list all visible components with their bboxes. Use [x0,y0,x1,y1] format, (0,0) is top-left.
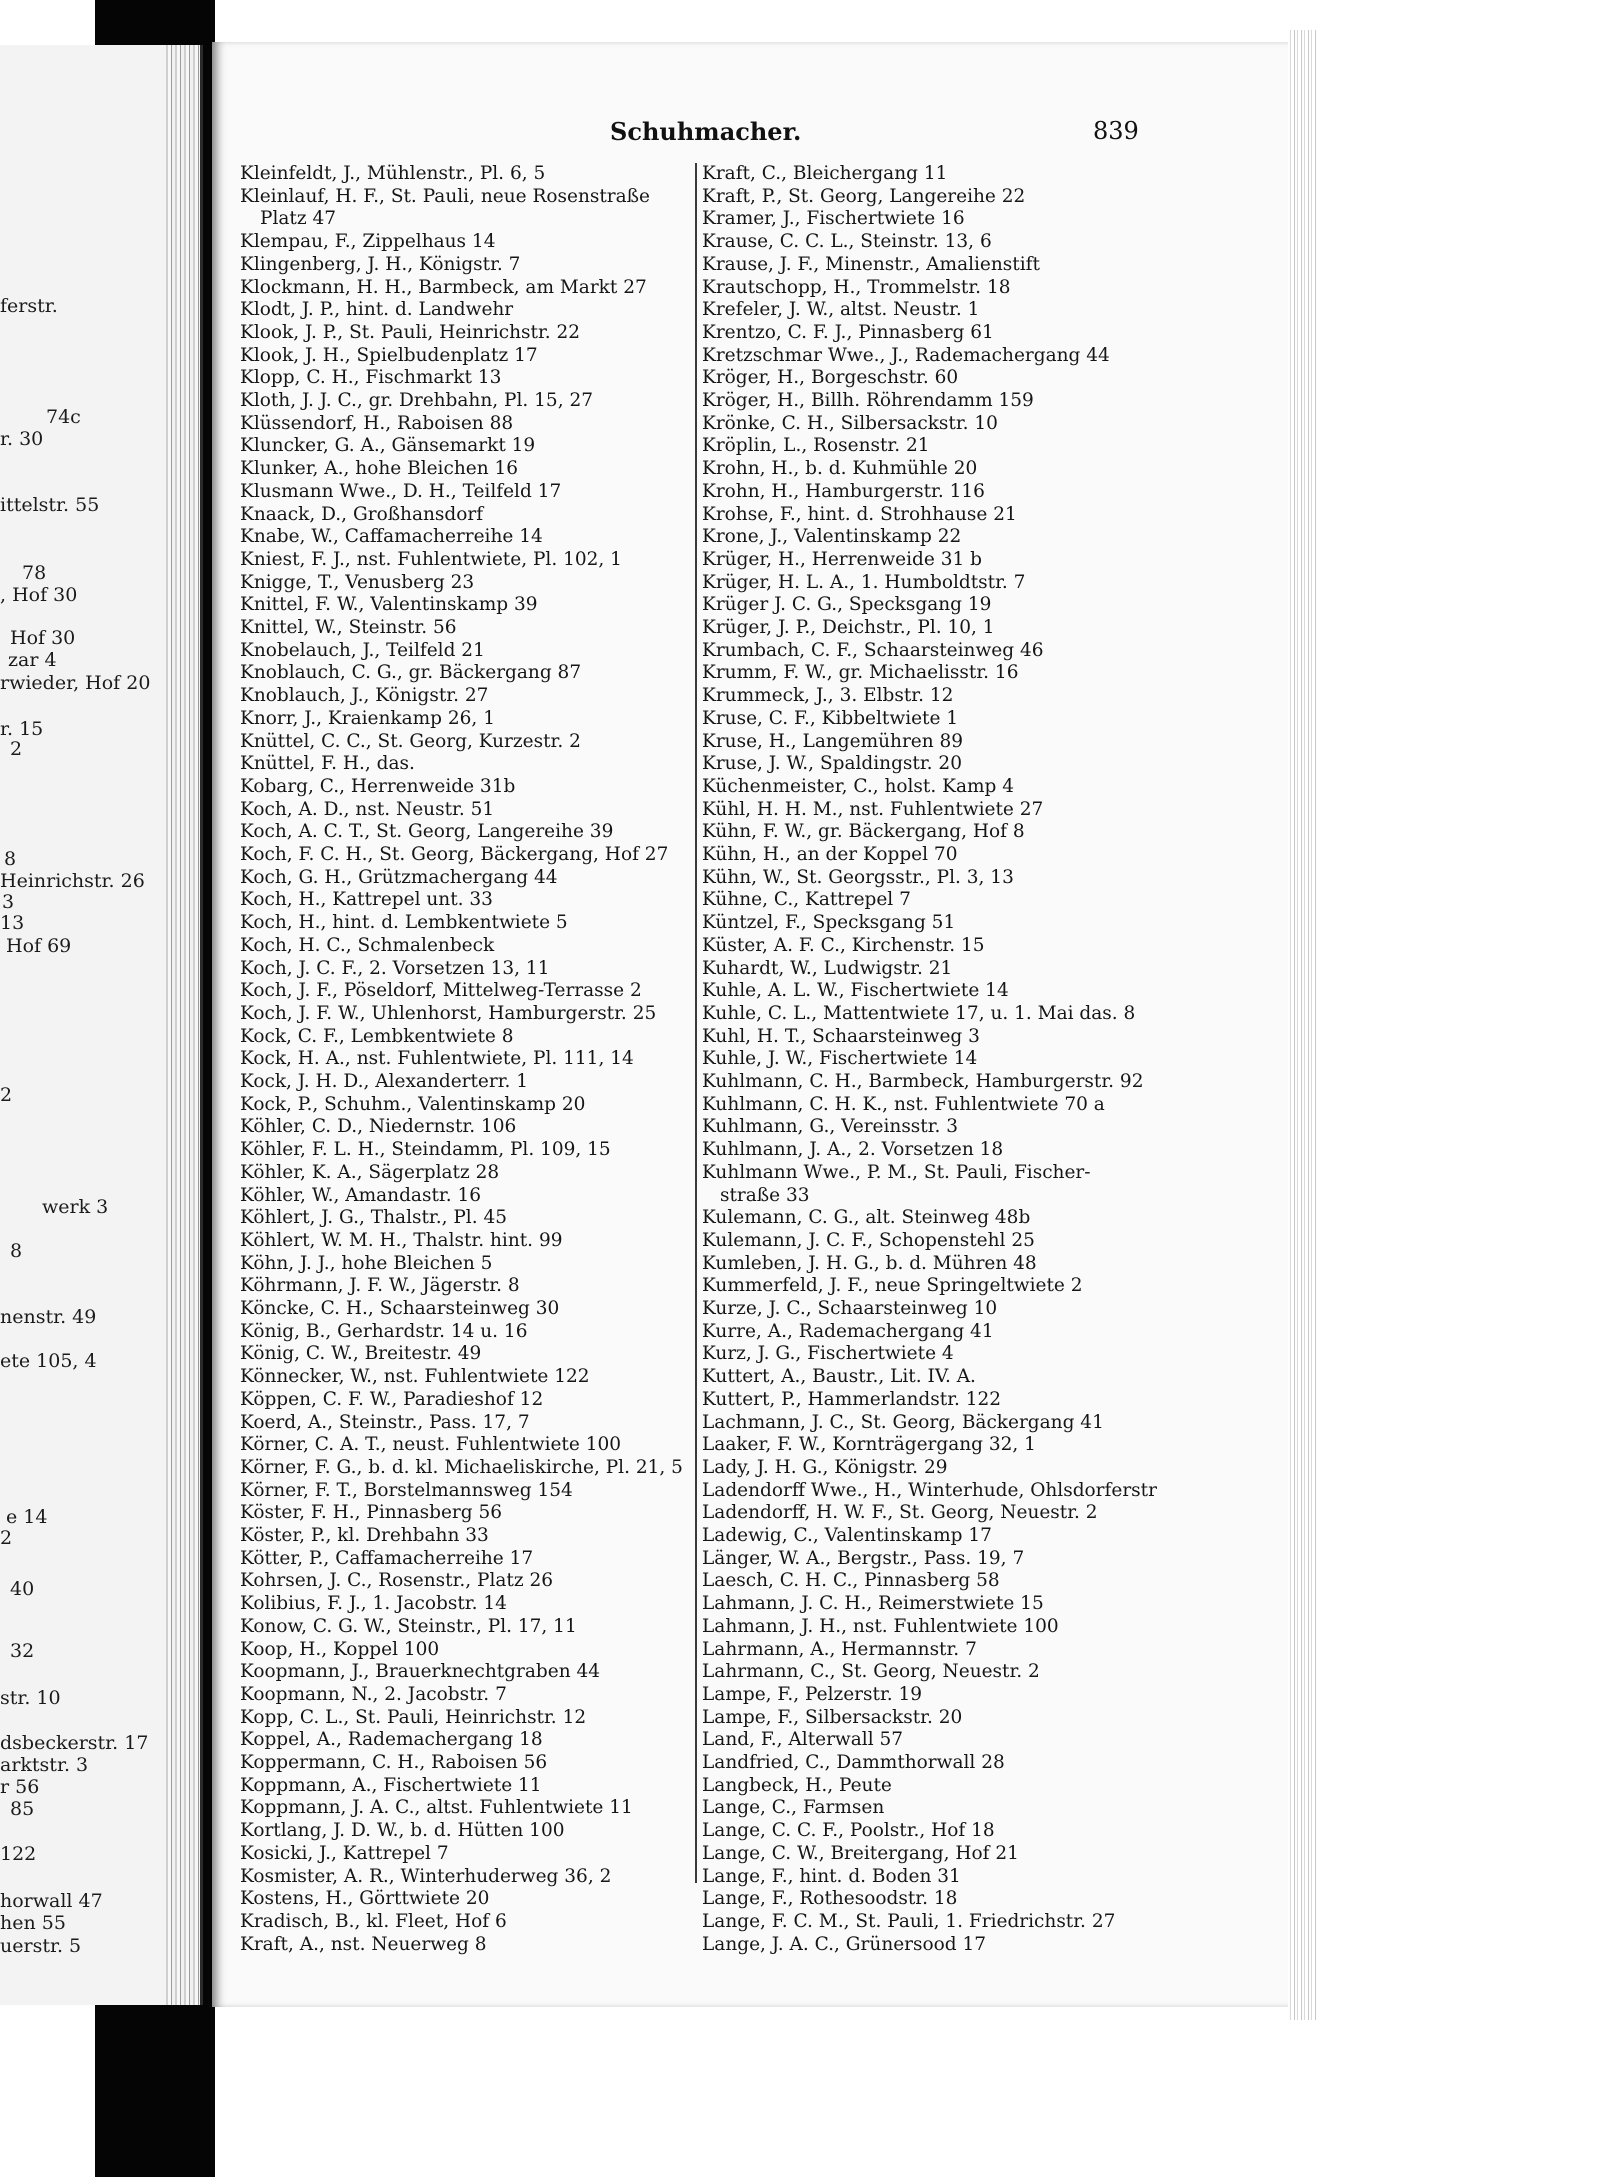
directory-entry: Krohse, F., hint. d. Strohhause 21 [702,503,1017,525]
directory-entry: Ladendorff, H. W. F., St. Georg, Neuestr. 2 [702,1502,1098,1524]
directory-entry: Knaack, D., Großhansdorf [240,503,484,525]
directory-entry: Knigge, T., Venusberg 23 [240,571,475,593]
directory-entry: Krause, C. C. L., Steinstr. 13, 6 [702,231,992,253]
directory-entry: Koerd, A., Steinstr., Pass. 17, 7 [240,1411,530,1433]
directory-entry: Klockmann, H. H., Barmbeck, am Markt 27 [240,276,647,298]
directory-entry: Koch, H., Kattrepel unt. 33 [240,889,493,911]
left-page-fragment-line: horwall 47 [0,1890,103,1912]
directory-entry: Küchenmeister, C., holst. Kamp 4 [702,775,1015,797]
directory-entry: Köster, P., kl. Drehbahn 33 [240,1525,489,1546]
directory-entry: Koch, F. C. H., St. Georg, Bäckergang, Hof 27 [240,844,669,865]
directory-entry: Kumleben, J. H. G., b. d. Mühren 48 [702,1252,1037,1274]
directory-entry: Kock, P., Schuhm., Valentinskamp 20 [240,1093,586,1115]
left-page-fragment-line: uerstr. 5 [0,1935,82,1957]
directory-entry: Lahrmann, C., St. Georg, Neuestr. 2 [702,1661,1040,1683]
directory-entry: Lahrmann, A., Hermannstr. 7 [702,1638,977,1660]
directory-entry: Koch, J. F. W., Uhlenhorst, Hamburgerstr. 25 [240,1002,657,1024]
left-page-fragment-line: ittelstr. 55 [0,494,100,516]
left-page-fragment-line: werk 3 [42,1196,109,1218]
directory-entry: Krentzo, C. F. J., Pinnasberg 61 [702,321,994,343]
directory-entry: Kuhle, J. W., Fischertwiete 14 [702,1048,978,1070]
directory-entry: Köhler, C. D., Niedernstr. 106 [240,1116,517,1138]
directory-entry: Krefeler, J. W., altst. Neustr. 1 [702,299,980,321]
left-page-fragment-line: 122 [0,1843,37,1865]
directory-entry: Kretzschmar Wwe., J., Rademachergang 44 [702,344,1110,366]
directory-entry: Krone, J., Valentinskamp 22 [702,526,962,548]
directory-entry: Lampe, F., Pelzerstr. 19 [702,1683,923,1705]
directory-entry: Lachmann, J. C., St. Georg, Bäckergang 41 [702,1411,1104,1433]
directory-entry: Klunker, A., hohe Bleichen 16 [240,458,519,480]
directory-entry: Koch, A. D., nst. Neustr. 51 [240,798,495,820]
directory-entry: Könnecker, W., nst. Fuhlentwiete 122 [240,1366,590,1388]
left-page-fragment-line: ferstr. [0,295,58,317]
directory-entry: Küster, A. F. C., Kirchenstr. 15 [702,934,985,956]
directory-entry: Kuttert, P., Hammerlandstr. 122 [702,1388,1002,1410]
directory-entry: Kloth, J. J. C., gr. Drehbahn, Pl. 15, 27 [240,390,593,411]
directory-entry: Kuttert, A., Baustr., Lit. IV. A. [702,1366,976,1388]
directory-entry: Krohn, H., b. d. Kuhmühle 20 [702,458,978,480]
left-page-fragment-line: zar 4 [8,649,57,671]
left-page-fragment-line: arktstr. 3 [0,1754,89,1776]
directory-entry: Köhlert, W. M. H., Thalstr. hint. 99 [240,1229,563,1251]
directory-entry: Knittel, W., Steinstr. 56 [240,617,457,638]
directory-entry: König, C. W., Breitestr. 49 [240,1343,482,1365]
directory-entry: Kurre, A., Rademachergang 41 [702,1320,994,1342]
directory-entry: Kradisch, B., kl. Fleet, Hof 6 [240,1910,507,1932]
directory-entry: Krautschopp, H., Trommelstr. 18 [702,276,1011,298]
directory-entry: Krummeck, J., 3. Elbstr. 12 [702,685,954,707]
directory-entry: Konow, C. G. W., Steinstr., Pl. 17, 11 [240,1615,577,1637]
left-page-fragment-line: r. 15 [0,718,44,740]
directory-entry: Koch, H. C., Schmalenbeck [240,934,495,956]
left-page-fragment-line: ete 105, 4 [0,1350,97,1372]
directory-entry: Lange, F., hint. d. Boden 31 [702,1865,961,1887]
directory-entry: Kortlang, J. D. W., b. d. Hütten 100 [240,1820,565,1842]
directory-entry: Kohrsen, J. C., Rosenstr., Platz 26 [240,1570,554,1592]
directory-entry: Kraft, A., nst. Neuerweg 8 [240,1933,487,1955]
directory-entry: Kuhlmann Wwe., P. M., St. Pauli, Fischer- [702,1161,1091,1183]
directory-entry: Ladewig, C., Valentinskamp 17 [702,1525,992,1546]
directory-entry: Lahmann, J. H., nst. Fuhlentwiete 100 [702,1615,1059,1637]
directory-entry: Kosicki, J., Kattrepel 7 [240,1842,449,1864]
directory-entry: Lange, C. C. F., Poolstr., Hof 18 [702,1820,995,1842]
directory-entry: Lampe, F., Silbersackstr. 20 [702,1706,963,1728]
left-page-fragment-line: 78 [22,562,47,584]
directory-entry: Kröger, H., Borgeschstr. 60 [702,367,959,389]
directory-entry: Länger, W. A., Bergstr., Pass. 19, 7 [702,1547,1025,1569]
directory-entry: Koch, J. C. F., 2. Vorsetzen 13, 11 [240,957,550,979]
directory-entry: Kühn, W., St. Georgsstr., Pl. 3, 13 [702,866,1014,888]
directory-entry: Kröplin, L., Rosenstr. 21 [702,435,930,457]
directory-entry: Koch, G. H., Grützmachergang 44 [240,866,558,888]
directory-entry: Kostens, H., Görttwiete 20 [240,1888,490,1910]
directory-entry: straße 33 [720,1184,810,1206]
directory-entry: Lange, F. C. M., St. Pauli, 1. Friedrichstr. 27 [702,1910,1116,1932]
directory-entry: Krüger J. C. G., Specksgang 19 [702,594,992,616]
left-page-fragment-line: 74c [46,406,81,428]
directory-entry: Koppmann, A., Fischertwiete 11 [240,1774,542,1796]
directory-entry: Koch, A. C. T., St. Georg, Langereihe 39 [240,821,614,843]
directory-entry: Kuhlmann, C. H., Barmbeck, Hamburgerstr. 92 [702,1071,1144,1092]
left-page-fragment-line: str. 10 [0,1687,61,1709]
directory-entry: Körner, F. G., b. d. kl. Michaeliskirche, Pl. 21, 5 [240,1456,683,1478]
directory-entry: König, B., Gerhardstr. 14 u. 16 [240,1320,528,1342]
directory-entry: Kröger, H., Billh. Röhrendamm 159 [702,390,1034,411]
directory-entry: Klopp, C. H., Fischmarkt 13 [240,367,502,389]
directory-entry: Köhler, W., Amandastr. 16 [240,1184,481,1206]
directory-entry: Krüger, J. P., Deichstr., Pl. 10, 1 [702,617,995,638]
directory-entry: Kuhardt, W., Ludwigstr. 21 [702,957,953,979]
directory-entry: Klodt, J. P., hint. d. Landwehr [240,299,514,321]
directory-entry: Kuhle, A. L. W., Fischertwiete 14 [702,980,1009,1002]
directory-entry: Kleinlauf, H. F., St. Pauli, neue Rosenstraße [240,185,650,207]
directory-entry: Köppen, C. F. W., Paradieshof 12 [240,1388,544,1410]
left-page-fragment-line: e 14 [6,1506,48,1528]
left-page-fragment-line: 2 [0,1527,13,1549]
left-page-fragment-line: 85 [10,1798,35,1820]
directory-entry: Kruse, H., Langemühren 89 [702,730,964,752]
directory-entry: Koch, H., hint. d. Lembkentwiete 5 [240,912,568,934]
directory-entry: Krohn, H., Hamburgerstr. 116 [702,480,985,502]
directory-entry: Kühn, H., an der Koppel 70 [702,844,958,865]
directory-entry: Koopmann, J., Brauerknechtgraben 44 [240,1661,601,1683]
left-page-fragment-line: 2 [0,1084,13,1106]
directory-entry: Knoblauch, C. G., gr. Bäckergang 87 [240,662,582,684]
directory-entry: Köhler, K. A., Sägerplatz 28 [240,1161,500,1183]
directory-entry: Kuhlmann, G., Vereinsstr. 3 [702,1116,959,1138]
directory-entry: Klingenberg, J. H., Königstr. 7 [240,253,521,275]
directory-entry: Platz 47 [260,208,336,230]
directory-entry: Krumm, F. W., gr. Michaelisstr. 16 [702,662,1019,684]
directory-entry: Kniest, F. J., nst. Fuhlentwiete, Pl. 102, 1 [240,548,622,570]
directory-entry: Lahmann, J. C. H., Reimerstwiete 15 [702,1593,1044,1615]
directory-entry: Laesch, C. H. C., Pinnasberg 58 [702,1570,1000,1592]
left-page-edge [166,45,200,2005]
directory-entry: Krumbach, C. F., Schaarsteinweg 46 [702,639,1044,661]
directory-entry: Kulemann, C. G., alt. Steinweg 48b [702,1207,1031,1229]
directory-entry: Kolibius, F. J., 1. Jacobstr. 14 [240,1593,507,1615]
directory-entry: Knobelauch, J., Teilfeld 21 [240,639,485,661]
page-number: 839 [1093,117,1139,145]
page-stack-edge [1288,30,1318,2020]
directory-entry: Körner, F. T., Borstelmannsweg 154 [240,1479,573,1501]
left-page-fragment-line: Hof 30 [10,627,76,649]
directory-entry: Kurz, J. G., Fischertwiete 4 [702,1343,954,1365]
directory-entry: Kock, H. A., nst. Fuhlentwiete, Pl. 111, 14 [240,1048,634,1070]
directory-entry: Körner, C. A. T., neust. Fuhlentwiete 100 [240,1434,622,1456]
directory-entry: Kummerfeld, J. F., neue Springeltwiete 2 [702,1275,1083,1297]
directory-entry: Kraft, P., St. Georg, Langereihe 22 [702,185,1026,207]
directory-entry: Kuhl, H. T., Schaarsteinweg 3 [702,1025,980,1047]
directory-entry: Krüger, H., Herrenweide 31 b [702,548,982,570]
directory-entry: Krause, J. F., Minenstr., Amalienstift [702,253,1040,275]
directory-entry: Kruse, J. W., Spaldingstr. 20 [702,753,962,775]
directory-entry: Laaker, F. W., Kornträgergang 32, 1 [702,1434,1036,1456]
directory-entry: Land, F., Alterwall 57 [702,1729,904,1751]
directory-entry: Koppermann, C. H., Raboisen 56 [240,1752,548,1773]
directory-entry: Lady, J. H. G., Königstr. 29 [702,1456,948,1478]
directory-entry: Lange, C., Farmsen [702,1797,885,1819]
directory-entry: Köster, F. H., Pinnasberg 56 [240,1502,503,1524]
directory-entry: Landfried, C., Dammthorwall 28 [702,1752,1005,1773]
left-page-fragment-line: 3 [2,891,15,913]
directory-entry: Knüttel, F. H., das. [240,753,415,775]
directory-entry: Koop, H., Koppel 100 [240,1638,440,1660]
directory-entry: Koopmann, N., 2. Jacobstr. 7 [240,1683,507,1705]
directory-entry: Knoblauch, J., Königstr. 27 [240,685,489,707]
left-page-fragment-line: r. 30 [0,428,44,450]
left-page-fragment [0,45,203,2005]
directory-entry: Kruse, C. F., Kibbeltwiete 1 [702,707,959,729]
directory-entry: Koppmann, J. A. C., altst. Fuhlentwiete 11 [240,1797,633,1819]
left-page-fragment-line: 32 [10,1640,35,1662]
left-page-fragment-line: , Hof 30 [0,584,78,606]
directory-entry: Koppel, A., Rademachergang 18 [240,1729,543,1751]
directory-entry: Knüttel, C. C., St. Georg, Kurzestr. 2 [240,730,581,752]
directory-entry: Kühne, C., Kattrepel 7 [702,889,911,911]
directory-entry: Lange, F., Rothesoodstr. 18 [702,1888,958,1910]
left-page-fragment-line: dsbeckerstr. 17 [0,1732,149,1754]
directory-entry: Klook, J. H., Spielbudenplatz 17 [240,344,538,366]
directory-entry: Kock, C. F., Lembkentwiete 8 [240,1025,514,1047]
left-page-fragment-line: nenstr. 49 [0,1306,97,1328]
directory-entry: Kuhle, C. L., Mattentwiete 17, u. 1. Mai das. 8 [702,1002,1136,1024]
left-page-fragment-line: hen 55 [0,1912,66,1934]
directory-entry: Kuhlmann, C. H. K., nst. Fuhlentwiete 70 a [702,1093,1105,1115]
directory-entry: Kühn, F. W., gr. Bäckergang, Hof 8 [702,821,1025,843]
left-page-fragment-line: 13 [0,912,25,934]
directory-entry: Kluncker, G. A., Gänsemarkt 19 [240,435,536,457]
left-page-fragment-line: rwieder, Hof 20 [0,672,151,694]
directory-entry: Kulemann, J. C. F., Schopenstehl 25 [702,1229,1035,1251]
directory-entry: Kötter, P., Caffamacherreihe 17 [240,1547,534,1569]
directory-entry: Kuhlmann, J. A., 2. Vorsetzen 18 [702,1139,1004,1161]
directory-entry: Kleinfeldt, J., Mühlenstr., Pl. 6, 5 [240,163,546,184]
directory-entry: Köhrmann, J. F. W., Jägerstr. 8 [240,1275,520,1297]
directory-entry: Lange, C. W., Breitergang, Hof 21 [702,1842,1019,1864]
directory-entry: Lange, J. A. C., Grünersood 17 [702,1933,987,1955]
directory-column-right [692,163,1292,1955]
directory-entry: Köhler, F. L. H., Steindamm, Pl. 109, 15 [240,1139,611,1161]
directory-entry: Kosmister, A. R., Winterhuderweg 36, 2 [240,1865,612,1887]
directory-entry: Krönke, C. H., Silbersackstr. 10 [702,412,998,434]
directory-entry: Kurze, J. C., Schaarsteinweg 10 [702,1298,998,1319]
directory-entry: Koch, J. F., Pöseldorf, Mittelweg-Terrasse 2 [240,980,642,1002]
left-page-fragment-line: 40 [10,1578,35,1600]
directory-entry: Köhn, J. J., hohe Bleichen 5 [240,1252,493,1274]
directory-entry: Klusmann Wwe., D. H., Teilfeld 17 [240,480,562,502]
directory-entry: Kühl, H. H. M., nst. Fuhlentwiete 27 [702,798,1044,820]
left-page-fragment-line: 8 [10,1240,23,1262]
directory-entry: Ladendorff Wwe., H., Winterhude, Ohlsdorferstr [702,1479,1157,1501]
left-page-fragment-line: 2 [10,738,23,760]
directory-entry: Köhlert, J. G., Thalstr., Pl. 45 [240,1207,508,1229]
directory-entry: Klook, J. P., St. Pauli, Heinrichstr. 22 [240,321,581,343]
left-page-fragment-line: 8 [4,848,17,870]
directory-entry: Klüssendorf, H., Raboisen 88 [240,412,514,434]
directory-entry: Kobarg, C., Herrenweide 31b [240,775,516,797]
directory-entry: Krüger, H. L. A., 1. Humboldtstr. 7 [702,571,1026,593]
directory-entry: Klempau, F., Zippelhaus 14 [240,231,496,253]
left-page-fragment-line: Hof 69 [6,935,72,957]
directory-entry: Kock, J. H. D., Alexanderterr. 1 [240,1071,529,1092]
directory-entry: Küntzel, F., Specksgang 51 [702,912,956,934]
left-page-fragment-line: Heinrichstr. 26 [0,870,145,892]
directory-entry: Kraft, C., Bleichergang 11 [702,163,948,184]
directory-entry: Köncke, C. H., Schaarsteinweg 30 [240,1298,560,1319]
directory-entry: Knabe, W., Caffamacherreihe 14 [240,526,543,548]
directory-entry: Kopp, C. L., St. Pauli, Heinrichstr. 12 [240,1706,587,1728]
page-header [600,115,1200,159]
directory-entry: Knorr, J., Kraienkamp 26, 1 [240,707,495,729]
directory-column-left [232,163,690,1955]
directory-entry: Kramer, J., Fischertwiete 16 [702,208,965,230]
left-page-fragment-line: r 56 [0,1776,40,1798]
directory-entry: Langbeck, H., Peute [702,1774,892,1796]
running-title: Schuhmacher. [610,117,802,146]
directory-entry: Knittel, F. W., Valentinskamp 39 [240,594,538,616]
